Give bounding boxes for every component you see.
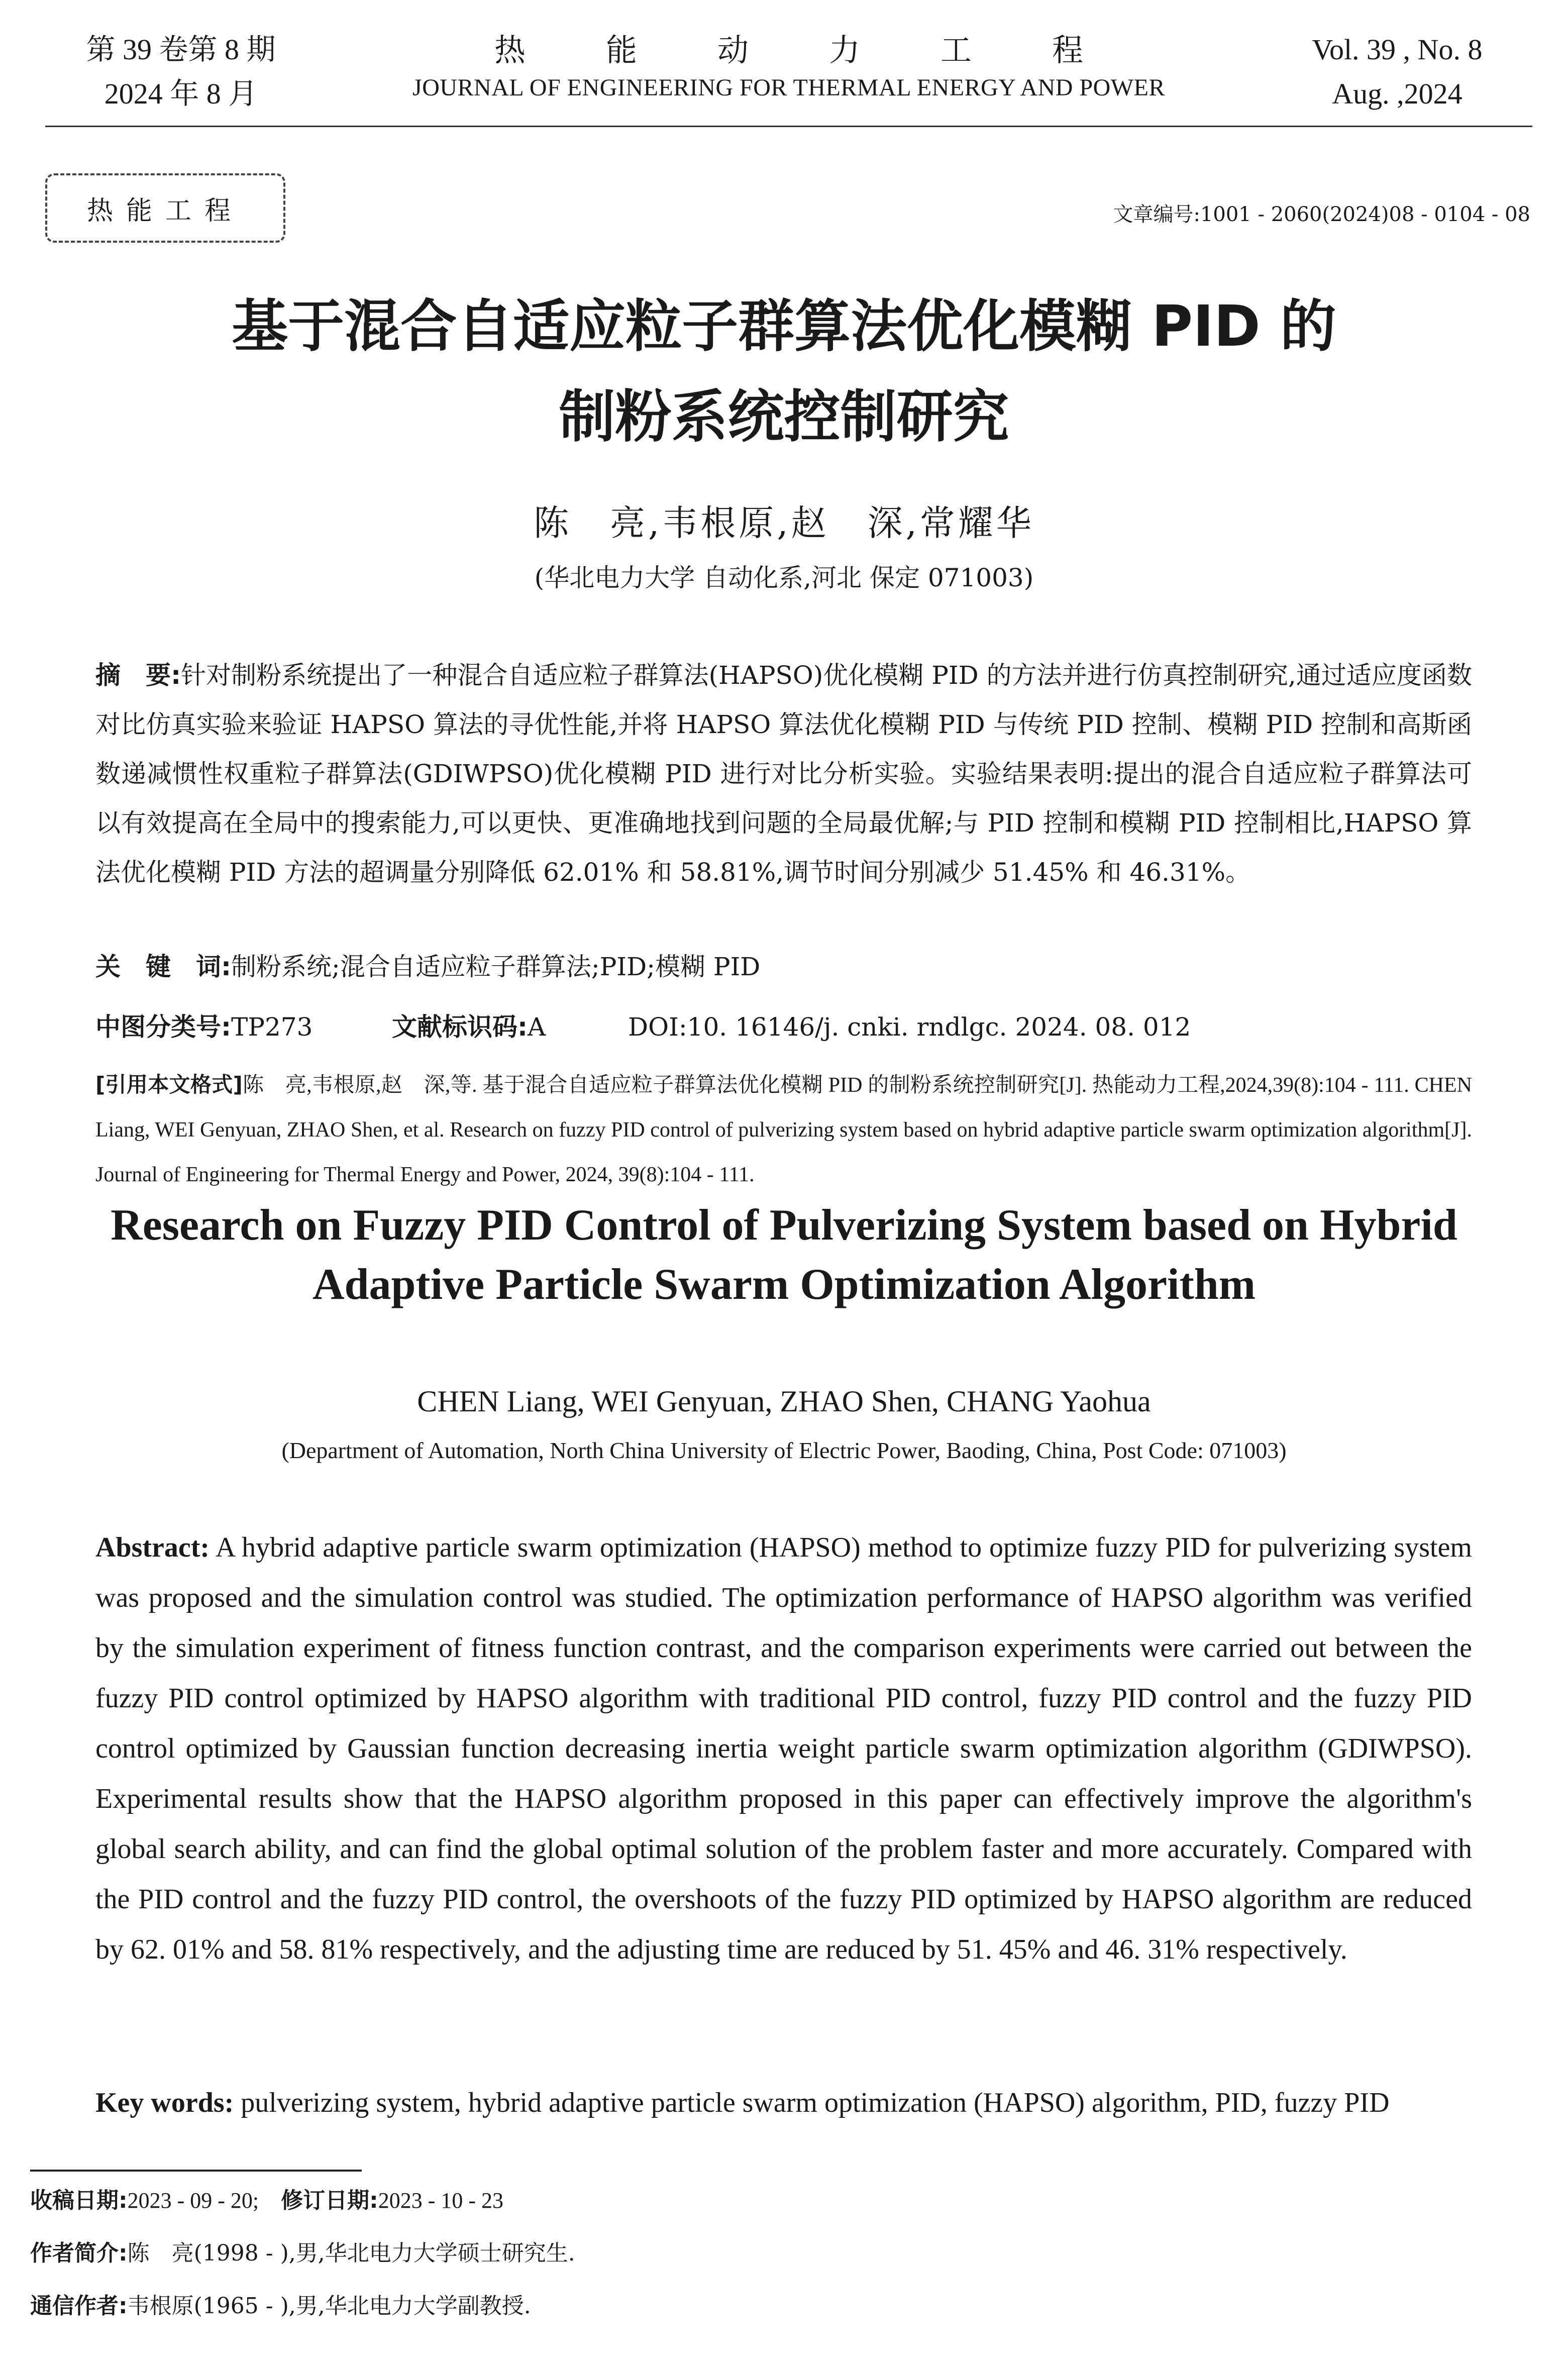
footnote-rule [30, 2170, 362, 2172]
doi: DOI:10. 16146/j. cnki. rndlgc. 2024. 08. 012 [628, 1012, 1191, 1042]
cn-keywords-text: 制粉系统;混合自适应粒子群算法;PID;模糊 PID [231, 952, 761, 981]
author-bio-label: 作者简介: [30, 2240, 128, 2266]
cn-keywords-label: 关 键 词: [95, 952, 231, 981]
volume-date: Aug. ,2024 [1332, 77, 1462, 110]
en-keywords-text: pulverizing system, hybrid adaptive particle swarm optimization (HAPSO) algorithm, PID, fuzzy PID [241, 2087, 1390, 2118]
cn-abstract-label: 摘 要: [95, 661, 181, 690]
journal-name-cn: 热能动力工程 [494, 32, 1164, 68]
footnote-author-bio [30, 2238, 575, 2269]
author-bio-text: 陈 亮(1998 - ),男,华北电力大学硕士研究生. [127, 2240, 575, 2266]
citation-text: 陈 亮,韦根原,赵 深,等. 基于混合自适应粒子群算法优化模糊 PID 的制粉系统控制研究[J]. 热能动力工程,2024,39(8):104 - 111. CHEN Liang, WEI Genyuan, ZHAO Shen, et al. Research on fuzzy PID control of pulverizing system based on hybrid adaptive particle swarm optimization algorithm[J]. Journal of Engineering for Thermal Energy and Power, 2024, 39(8):104 - 111. [95, 1074, 1472, 1186]
doc-code-label: 文献标识码: [392, 1012, 528, 1042]
classification [95, 1002, 1472, 1052]
cn-abstract [95, 651, 1472, 897]
cn-authors: 陈 亮,韦根原,赵 深,常耀华 [534, 502, 1034, 544]
doc-code-value: A [528, 1012, 546, 1042]
journal-header [352, 28, 1226, 103]
journal-name-en: JOURNAL OF ENGINEERING FOR THERMAL ENERGY AND POWER [412, 74, 1165, 101]
cn-abstract-text: 针对制粉系统提出了一种混合自适应粒子群算法(HAPSO)优化模糊 PID 的方法并进行仿真控制研究,通过适应度函数对比仿真实验来验证 HAPSO 算法的寻优性能,并将 HAPSO 算法优化模糊 PID 与传统 PID 控制、模糊 PID 控制和高斯函数递减惯性权重粒子群算法(GDIWPSO)优化模糊 PID 进行对比分析实验。实验结果表明:提出的混合自适应粒子群算法可以有效提高在全局中的搜索能力,可以更快、更准确地找到问题的全局最优解;与 PID 控制和模糊 PID 控制相比,HAPSO 算法优化模糊 PID 方法的超调量分别降低 62.01% 和 58.81%,调节时间分别减少 51.45% 和 46.31%。 [95, 661, 1472, 887]
en-keywords-label: Key words: [95, 2087, 234, 2118]
en-keywords [95, 2078, 1472, 2128]
en-authors: CHEN Liang, WEI Genyuan, ZHAO Shen, CHANG Yaohua [417, 1385, 1151, 1418]
cn-keywords [95, 942, 1472, 991]
header-rule [45, 126, 1532, 127]
cn-title-line-2: 制粉系统控制研究 [559, 384, 1009, 450]
article-number: 文章编号:1001 - 2060(2024)08 - 0104 - 08 [1113, 203, 1530, 226]
citation-label: [引用本文格式] [95, 1072, 243, 1097]
en-abstract-label: Abstract: [95, 1532, 210, 1563]
cn-affiliation: (华北电力大学 自动化系,河北 保定 071003) [534, 563, 1034, 592]
en-affiliation: (Department of Automation, North China University of Electric Power, Baoding, China, Post Code: 071003) [281, 1438, 1287, 1463]
revised-date: 2023 - 10 - 23 [378, 2188, 504, 2213]
clc-label: 中图分类号: [95, 1012, 231, 1042]
en-title-line-2: Adaptive Particle Swarm Optimization Algorithm [312, 1260, 1256, 1309]
issue-info [75, 28, 286, 116]
volume-info [1292, 28, 1503, 116]
received-date: 2023 - 09 - 20; [127, 2188, 281, 2213]
corresponding-label: 通信作者: [30, 2293, 128, 2319]
footnote-received [30, 2186, 503, 2216]
issue-date: 2024 年 8 月 [104, 77, 258, 110]
en-title-line-1: Research on Fuzzy PID Control of Pulverizing System based on Hybrid [111, 1201, 1457, 1250]
en-abstract [95, 1522, 1472, 1975]
column-tag: 热能工程 [45, 173, 285, 243]
en-title [75, 1196, 1493, 1314]
issue-volume: 第 39 卷第 8 期 [86, 33, 276, 66]
volume-number: Vol. 39 , No. 8 [1312, 33, 1483, 66]
cn-title [75, 281, 1493, 462]
clc-value: TP273 [231, 1012, 313, 1042]
corresponding-text: 韦根原(1965 - ),男,华北电力大学副教授. [127, 2293, 531, 2319]
revised-label: 修订日期: [281, 2188, 378, 2213]
en-abstract-text: A hybrid adaptive particle swarm optimization (HAPSO) method to optimize fuzzy PID for pulverizing system was proposed and the simulation control was studied. The optimization performance of HAPSO algorithm was verified by the simulation experiment of fitness function contrast, and the comparison experiments were carried out between the fuzzy PID control optimized by HAPSO algorithm with traditional PID control, fuzzy PID control and the fuzzy PID control optimized by Gaussian function decreasing inertia weight particle swarm optimization algorithm (GDIWPSO). Experimental results show that the HAPSO algorithm proposed in this paper can effectively improve the algorithm's global search ability, and can find the global optimal solution of the problem faster and more accurately. Compared with the PID control and the fuzzy PID control, the overshoots of the fuzzy PID optimized by HAPSO algorithm are reduced by 62. 01% and 58. 81% respectively, and the adjusting time are reduced by 51. 45% and 46. 31% respectively. [95, 1532, 1472, 1965]
cn-title-line-1: 基于混合自适应粒子群算法优化模糊 PID 的 [232, 294, 1336, 359]
received-label: 收稿日期: [30, 2188, 128, 2213]
citation [95, 1063, 1472, 1197]
footnote-corresponding [30, 2291, 531, 2321]
